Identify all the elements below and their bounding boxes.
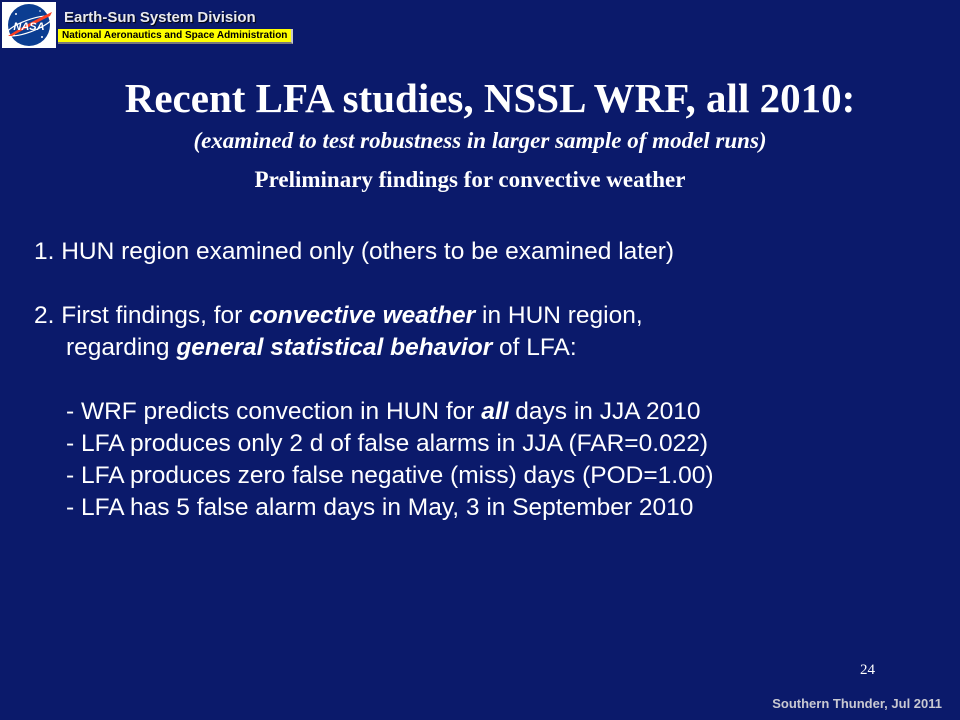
point-2-emphasis: general statistical behavior (176, 334, 493, 361)
finding-bullet-3: - LFA produces zero false negative (miss) days (POD=1.00) (66, 462, 714, 489)
point-2-text: 2. First findings, for (34, 302, 250, 329)
slide-title: Recent LFA studies, NSSL WRF, all 2010: (124, 75, 856, 121)
finding-bullet-4: - LFA has 5 false alarm days in May, 3 in September 2010 (66, 494, 694, 521)
point-2-line-2 (34, 332, 944, 364)
point-2-text: regarding (66, 334, 177, 361)
slide-subtitle: (examined to test robustness in larger sample of model runs) (193, 128, 767, 153)
finding-bullet-1 (34, 396, 944, 428)
slide-subtitle-findings: Preliminary findings for convective weather (254, 167, 686, 192)
slide-body (34, 236, 944, 524)
point-2-emphasis: convective weather (249, 302, 476, 329)
nasa-logo-text: NASA (13, 21, 45, 33)
point-1: 1. HUN region examined only (others to be examined later) (34, 238, 675, 265)
page-number: 24 (860, 662, 875, 678)
bullet-text: - WRF predicts convection in HUN for (66, 398, 482, 425)
event-footer: Southern Thunder, Jul 2011 (772, 696, 942, 711)
division-title: Earth-Sun System Division (64, 9, 256, 26)
finding-bullet-2: - LFA produces only 2 d of false alarms in JJA (FAR=0.022) (66, 430, 709, 457)
bullet-emphasis: all (481, 398, 509, 425)
point-2-line-1 (34, 300, 944, 332)
point-2-text: of LFA: (492, 334, 577, 361)
agency-name-bar: National Aeronautics and Space Administration (58, 29, 293, 44)
nasa-logo (2, 2, 56, 48)
point-2-text: in HUN region, (475, 302, 643, 329)
bullet-text: days in JJA 2010 (508, 398, 701, 425)
